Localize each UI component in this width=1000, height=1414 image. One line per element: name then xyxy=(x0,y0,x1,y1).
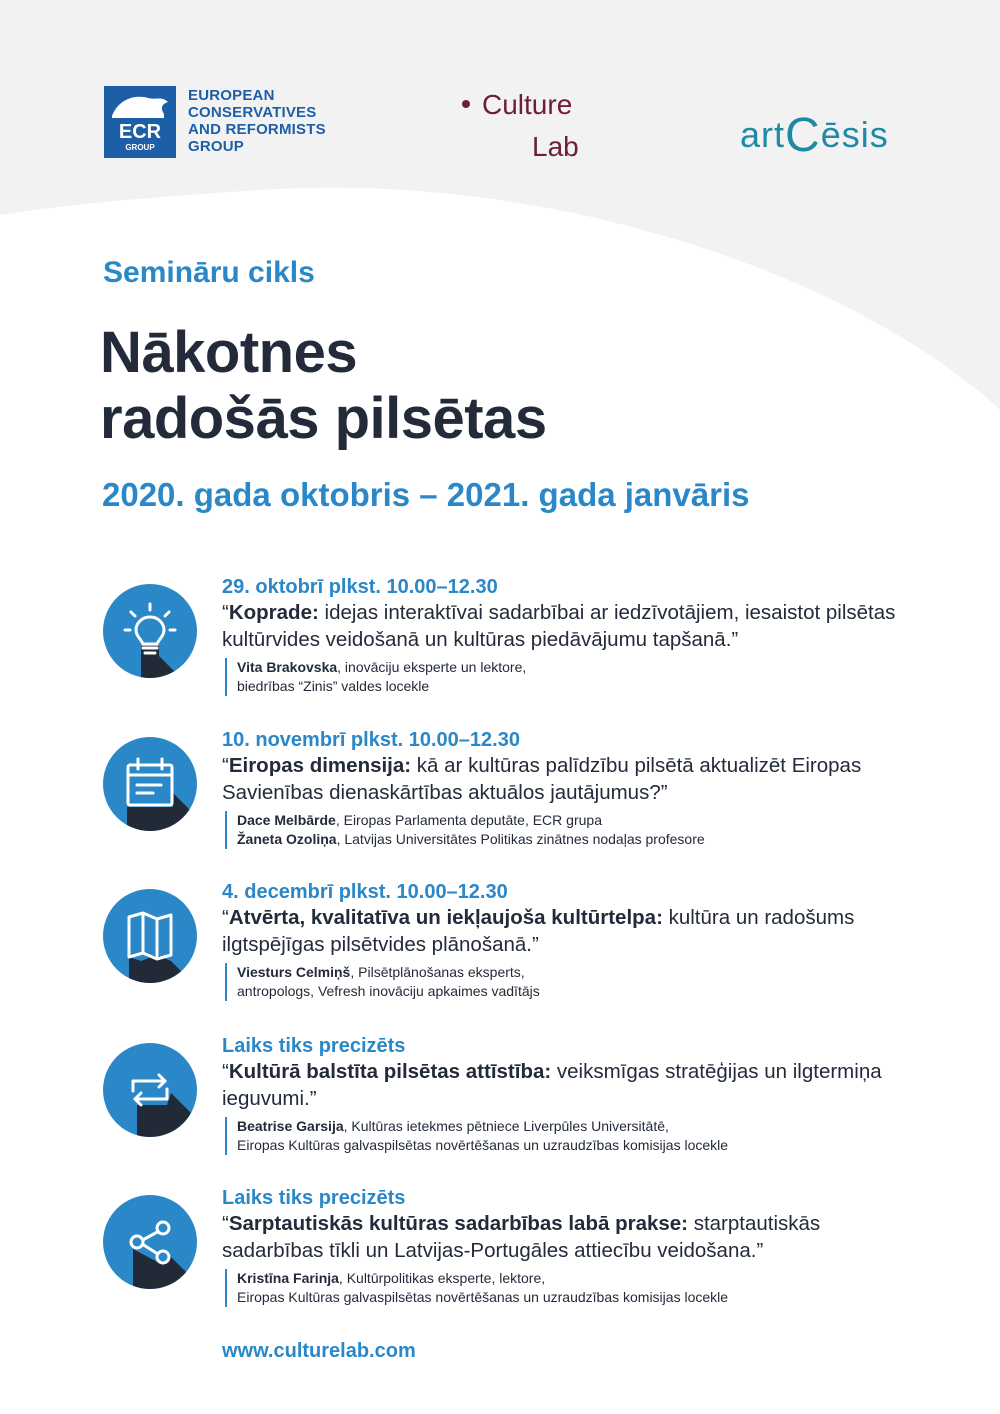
artcesis-pre: art xyxy=(740,114,786,155)
speaker-line: Kristīna Farinja, Kultūrpolitikas eksperte, lektore, xyxy=(237,1270,546,1286)
artcesis-big-letter: C xyxy=(785,109,821,162)
event-date: 29. oktobrī plkst. 10.00–12.30 xyxy=(222,576,498,598)
ecr-name-line: EUROPEAN xyxy=(188,87,275,104)
event-topic-rest: kultūra un radošums ilgtspējīgas pilsētvides plānošanā.” xyxy=(222,906,855,956)
event-topic: “Sarptautiskās kultūras sadarbības labā prakse: starptautiskās sadarbības tīkli un Latvijas-Portugāles attiecību veidošana.” xyxy=(222,1212,821,1262)
event-item xyxy=(0,729,1000,869)
event-topic: “Koprade: idejas interaktīvai sadarbībai ar iedzīvotājiem, iesaistot pilsētas kultūrvides veidošanā un kultūras piedāvājumu tapšanā.” xyxy=(222,601,896,651)
event-speakers xyxy=(225,658,526,696)
speaker-line: biedrības “Zinis” valdes locekle xyxy=(237,678,430,694)
event-item xyxy=(0,1035,1000,1175)
ecr-name-line: GROUP xyxy=(188,138,245,155)
event-date: 10. novembrī plkst. 10.00–12.30 xyxy=(222,729,520,751)
event-item xyxy=(0,1187,1000,1327)
ecr-logo-text: ECR xyxy=(118,121,162,143)
event-speakers xyxy=(225,1117,728,1155)
event-date: Laiks tiks precizēts xyxy=(222,1035,406,1057)
speaker-line: antropologs, Vefresh inovāciju apkaimes vadītājs xyxy=(237,983,540,999)
ecr-logo-subtext: GROUP xyxy=(125,143,155,152)
date-range: 2020. gada oktobris – 2021. gada janvāris xyxy=(102,476,750,513)
title-line: Nākotnes xyxy=(100,320,358,385)
repeat-arrows-icon xyxy=(103,1043,197,1137)
page-title xyxy=(100,320,547,452)
speaker-line: Viesturs Celmiņš, Pilsētplānošanas eksperts, xyxy=(237,964,525,980)
share-icon xyxy=(103,1195,197,1289)
event-topic-bold: Kultūrā balstīta pilsētas attīstība: xyxy=(228,1060,552,1083)
culture-lab-line1: Culture xyxy=(482,89,573,120)
ecr-name-line: CONSERVATIVES xyxy=(188,104,317,121)
event-topic-rest: kā ar kultūras palīdzību pilsētā aktualizēt Eiropas Savienības dienaskārtības aktuālos jautājumus?” xyxy=(222,754,862,804)
event-speakers xyxy=(225,811,705,849)
event-topic-bold: Atvērta, kvalitatīva un iekļaujoša kultūrtelpa: xyxy=(228,906,663,929)
ecr-group-name xyxy=(188,87,326,155)
speaker-line: Eiropas Kultūras galvaspilsētas novērtēšanas un uzraudzības komisijas locekle xyxy=(237,1137,729,1153)
event-date: Laiks tiks precizēts xyxy=(222,1187,406,1209)
culture-lab-logo xyxy=(462,84,579,168)
ecr-logo xyxy=(104,86,176,158)
event-icon-circle xyxy=(103,737,197,831)
event-topic-bold: Koprade: xyxy=(228,601,319,624)
event-speakers xyxy=(225,1269,728,1307)
ecr-name-line: AND REFORMISTS xyxy=(188,121,326,138)
lightbulb-icon xyxy=(103,584,197,678)
event-icon-circle xyxy=(103,1043,197,1137)
event-date: 4. decembrī plkst. 10.00–12.30 xyxy=(222,881,508,903)
calendar-icon xyxy=(103,737,197,831)
map-icon xyxy=(103,889,197,983)
event-topic: “Kultūrā balstīta pilsētas attīstība: veiksmīgas stratēģijas un ilgtermiņa ieguvumi.” xyxy=(222,1060,882,1110)
event-topic: “Eiropas dimensija: kā ar kultūras palīdzību pilsētā aktualizēt Eiropas Savienības dienaskārtības aktuālos jautājumus?” xyxy=(222,754,862,804)
series-label: Semināru cikls xyxy=(103,256,315,289)
speaker-line: Vita Brakovska, inovāciju eksperte un lektore, xyxy=(237,659,527,675)
event-speakers xyxy=(225,963,540,1001)
speaker-line: Dace Melbārde, Eiropas Parlamenta deputāte, ECR grupa xyxy=(237,812,602,828)
event-item xyxy=(0,576,1000,716)
culture-lab-line2: Lab xyxy=(532,131,579,162)
event-icon-circle xyxy=(103,889,197,983)
speaker-line: Beatrise Garsija, Kultūras ietekmes pētniece Liverpūles Universitātē, xyxy=(237,1118,669,1134)
event-topic-rest: starptautiskās sadarbības tīkli un Latvijas-Portugāles attiecību veidošana.” xyxy=(222,1212,821,1262)
website-link[interactable]: www.culturelab.com xyxy=(222,1340,416,1362)
artcesis-logo xyxy=(740,104,889,162)
event-icon-circle xyxy=(103,584,197,678)
artcesis-post: ēsis xyxy=(820,114,889,155)
event-topic: “Atvērta, kvalitatīva un iekļaujoša kultūrtelpa: kultūra un radošums ilgtspējīgas pilsētvides plānošanā.” xyxy=(222,906,855,956)
speaker-line: Žaneta Ozoliņa, Latvijas Universitātes Politikas zinātnes nodaļas profesore xyxy=(237,831,705,847)
speaker-line: Eiropas Kultūras galvaspilsētas novērtēšanas un uzraudzības komisijas locekle xyxy=(237,1289,729,1305)
bullet-dot-icon xyxy=(462,100,470,108)
event-topic-rest: veiksmīgas stratēģijas un ilgtermiņa ieguvumi.” xyxy=(222,1060,882,1110)
event-topic-rest: idejas interaktīvai sadarbībai ar iedzīvotājiem, iesaistot pilsētas kultūrvides veidošanā un kultūras piedāvājumu tapšanā.” xyxy=(222,601,896,651)
event-item xyxy=(0,881,1000,1021)
title-line: radošās pilsētas xyxy=(100,386,547,451)
event-topic-bold: Sarptautiskās kultūras sadarbības labā prakse: xyxy=(228,1212,689,1235)
event-icon-circle xyxy=(103,1195,197,1289)
event-topic-bold: Eiropas dimensija: xyxy=(228,754,412,777)
